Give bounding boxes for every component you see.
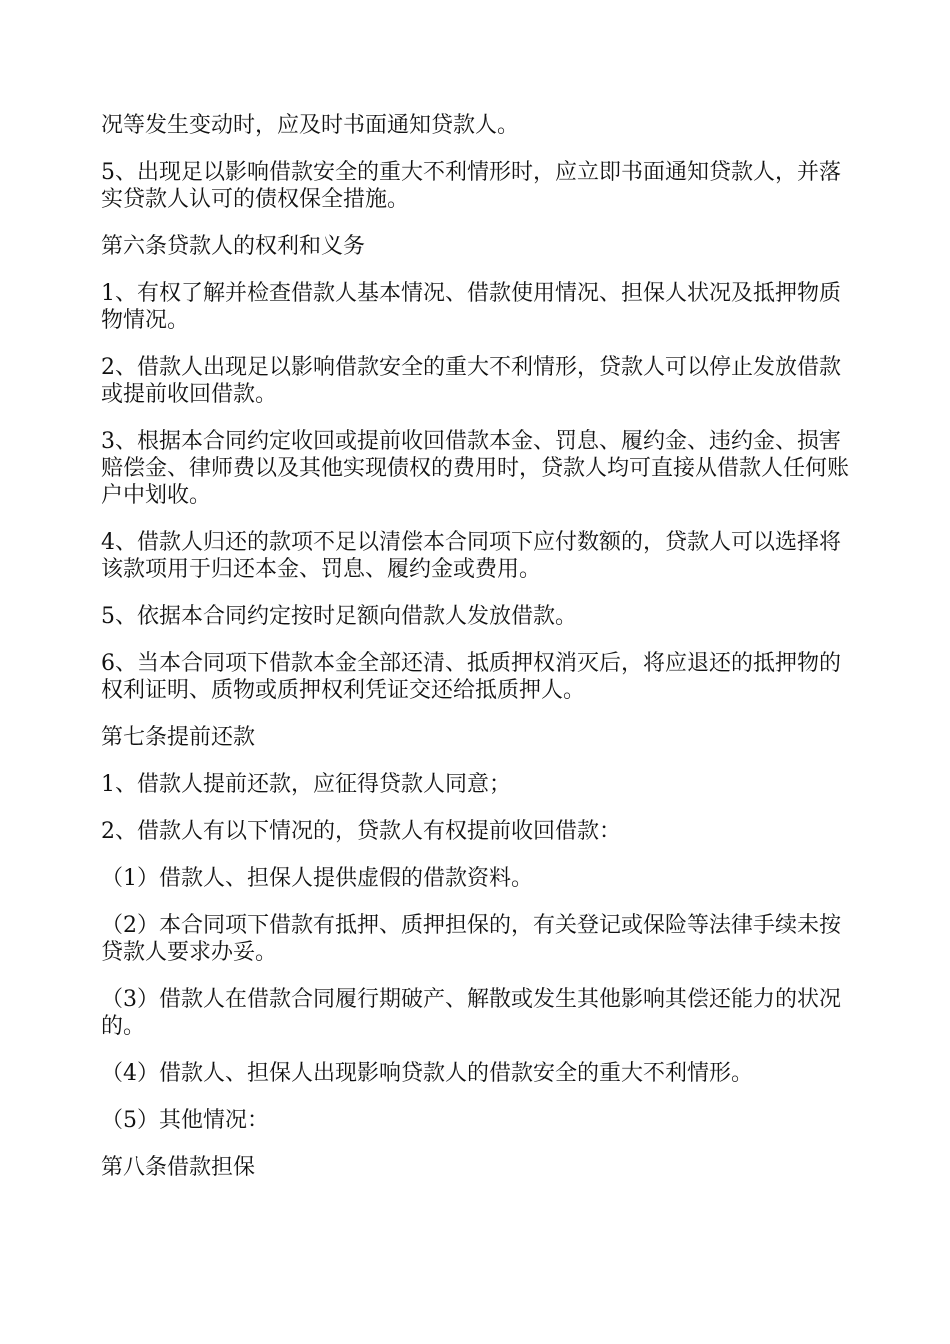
- paragraph-item-6: 6、当本合同项下借款本金全部还清、抵质押权消灭后，将应退还的抵押物的权利证明、质物或质押权利凭证交还给抵质押人。: [101, 651, 841, 703]
- sub-item-2: （2）本合同项下借款有抵押、质押担保的，有关登记或保险等法律手续未按贷款人要求办妥。: [101, 913, 841, 965]
- section-heading-article-7: 第七条提前还款: [101, 725, 256, 750]
- sub-item-3: （3）借款人在借款合同履行期破产、解散或发生其他影响其偿还能力的状况的。: [101, 987, 841, 1039]
- paragraph-item-2: 2、借款人出现足以影响借款安全的重大不利情形，贷款人可以停止发放借款或提前收回借款。: [101, 355, 841, 407]
- sub-item-1: （1）借款人、担保人提供虚假的借款资料。: [101, 866, 533, 891]
- paragraph-item-3: 3、根据本合同约定收回或提前收回借款本金、罚息、履约金、违约金、损害赔偿金、律师费以及其他实现债权的费用时，贷款人均可直接从借款人任何账户中划收。: [101, 429, 850, 508]
- paragraph-item-1: 1、有权了解并检查借款人基本情况、借款使用情况、担保人状况及抵押物质物情况。: [101, 281, 841, 333]
- paragraph-item-5b: 5、依据本合同约定按时足额向借款人发放借款。: [101, 604, 577, 629]
- sub-item-4: （4）借款人、担保人出现影响贷款人的借款安全的重大不利情形。: [101, 1061, 753, 1086]
- sub-item-5: （5）其他情况：: [101, 1108, 269, 1133]
- paragraph-item-5: 5、出现足以影响借款安全的重大不利情形时，应立即书面通知贷款人，并落实贷款人认可的债权保全措施。: [101, 160, 841, 212]
- paragraph-item-4: 4、借款人归还的款项不足以清偿本合同项下应付数额的，贷款人可以选择将该款项用于归还本金、罚息、履约金或费用。: [101, 530, 841, 582]
- paragraph-item-2b: 2、借款人有以下情况的，贷款人有权提前收回借款：: [101, 819, 621, 844]
- paragraph-continuation: 况等发生变动时，应及时书面通知贷款人。: [101, 113, 520, 138]
- paragraph-item-1b: 1、借款人提前还款，应征得贷款人同意；: [101, 772, 511, 797]
- section-heading-article-6: 第六条贷款人的权利和义务: [101, 234, 366, 259]
- document-page: [101, 112, 861, 1201]
- section-heading-article-8: 第八条借款担保: [101, 1155, 256, 1180]
